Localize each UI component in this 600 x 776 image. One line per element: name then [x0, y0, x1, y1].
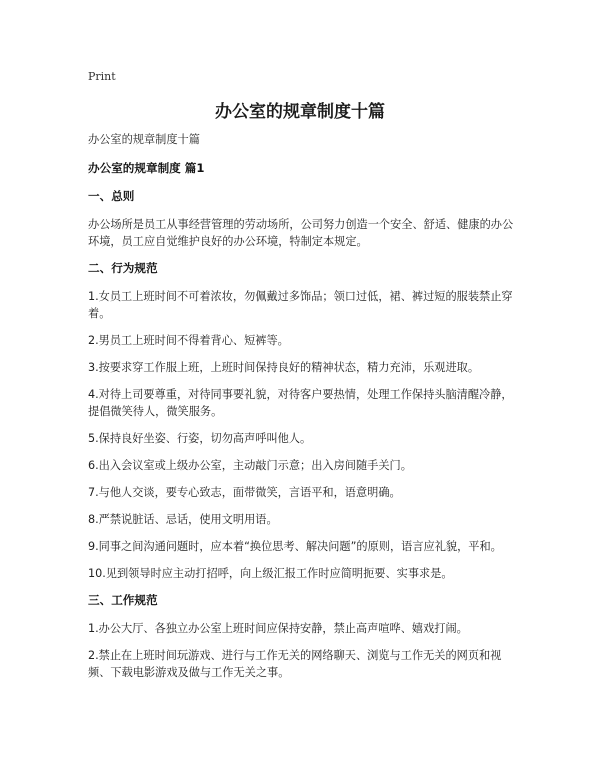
conduct-item: 4.对待上司要尊重，对待同事要礼貌，对待客户要热情，处理工作保持头脑清醒冷静，提倡微笑待人，微笑服务。: [88, 388, 513, 418]
document-body: [88, 131, 516, 691]
conduct-heading: 二、行为规范: [88, 261, 158, 275]
conduct-item: 8.严禁说脏话、忌话，使用文明用语。: [88, 513, 278, 526]
conduct-item: 6.出入会议室或上级办公室，主动敲门示意；出入房间随手关门。: [88, 459, 412, 472]
conduct-item: 5.保持良好坐姿、行姿，切勿高声呼叫他人。: [88, 432, 312, 445]
section-title: 办公室的规章制度 篇1: [88, 161, 205, 175]
conduct-item: 3.按要求穿工作服上班，上班时间保持良好的精神状态，精力充沛，乐观进取。: [88, 361, 480, 374]
conduct-item: 10.见到领导时应主动打招呼，向上级汇报工作时应简明扼要、实事求是。: [88, 567, 453, 580]
conduct-item: 9.同事之间沟通问题时，应本着“换位思考、解决问题”的原则，语言应礼貌，平和。: [88, 540, 502, 553]
work-item: 1.办公大厅、各独立办公室上班时间应保持安静，禁止高声喧哗、嬉戏打闹。: [88, 622, 468, 635]
document-subtitle: 办公室的规章制度十篇: [88, 133, 200, 146]
conduct-item: 1.女员工上班时间不可着浓妆，勿佩戴过多饰品；领口过低，裙、裤过短的服装禁止穿着。: [88, 290, 513, 320]
conduct-item: 7.与他人交谈，要专心致志，面带微笑，言语平和，语意明确。: [88, 486, 401, 499]
conduct-item: 2.男员工上班时间不得着背心、短裤等。: [88, 334, 289, 347]
general-heading: 一、总则: [88, 189, 135, 203]
general-text: 办公场所是员工从事经营管理的劳动场所，公司努力创造一个安全、舒适、健康的办公环境，员工应自觉维护良好的办公环境，特制定本规定。: [88, 218, 514, 248]
work-item: 2.禁止在上班时间玩游戏、进行与工作无关的网络聊天、浏览与工作无关的网页和视频、下载电影游戏及做与工作无关之事。: [88, 649, 502, 679]
document-title: 办公室的规章制度十篇: [215, 102, 385, 122]
work-heading: 三、工作规范: [88, 593, 158, 607]
print-label: Print: [88, 70, 116, 83]
